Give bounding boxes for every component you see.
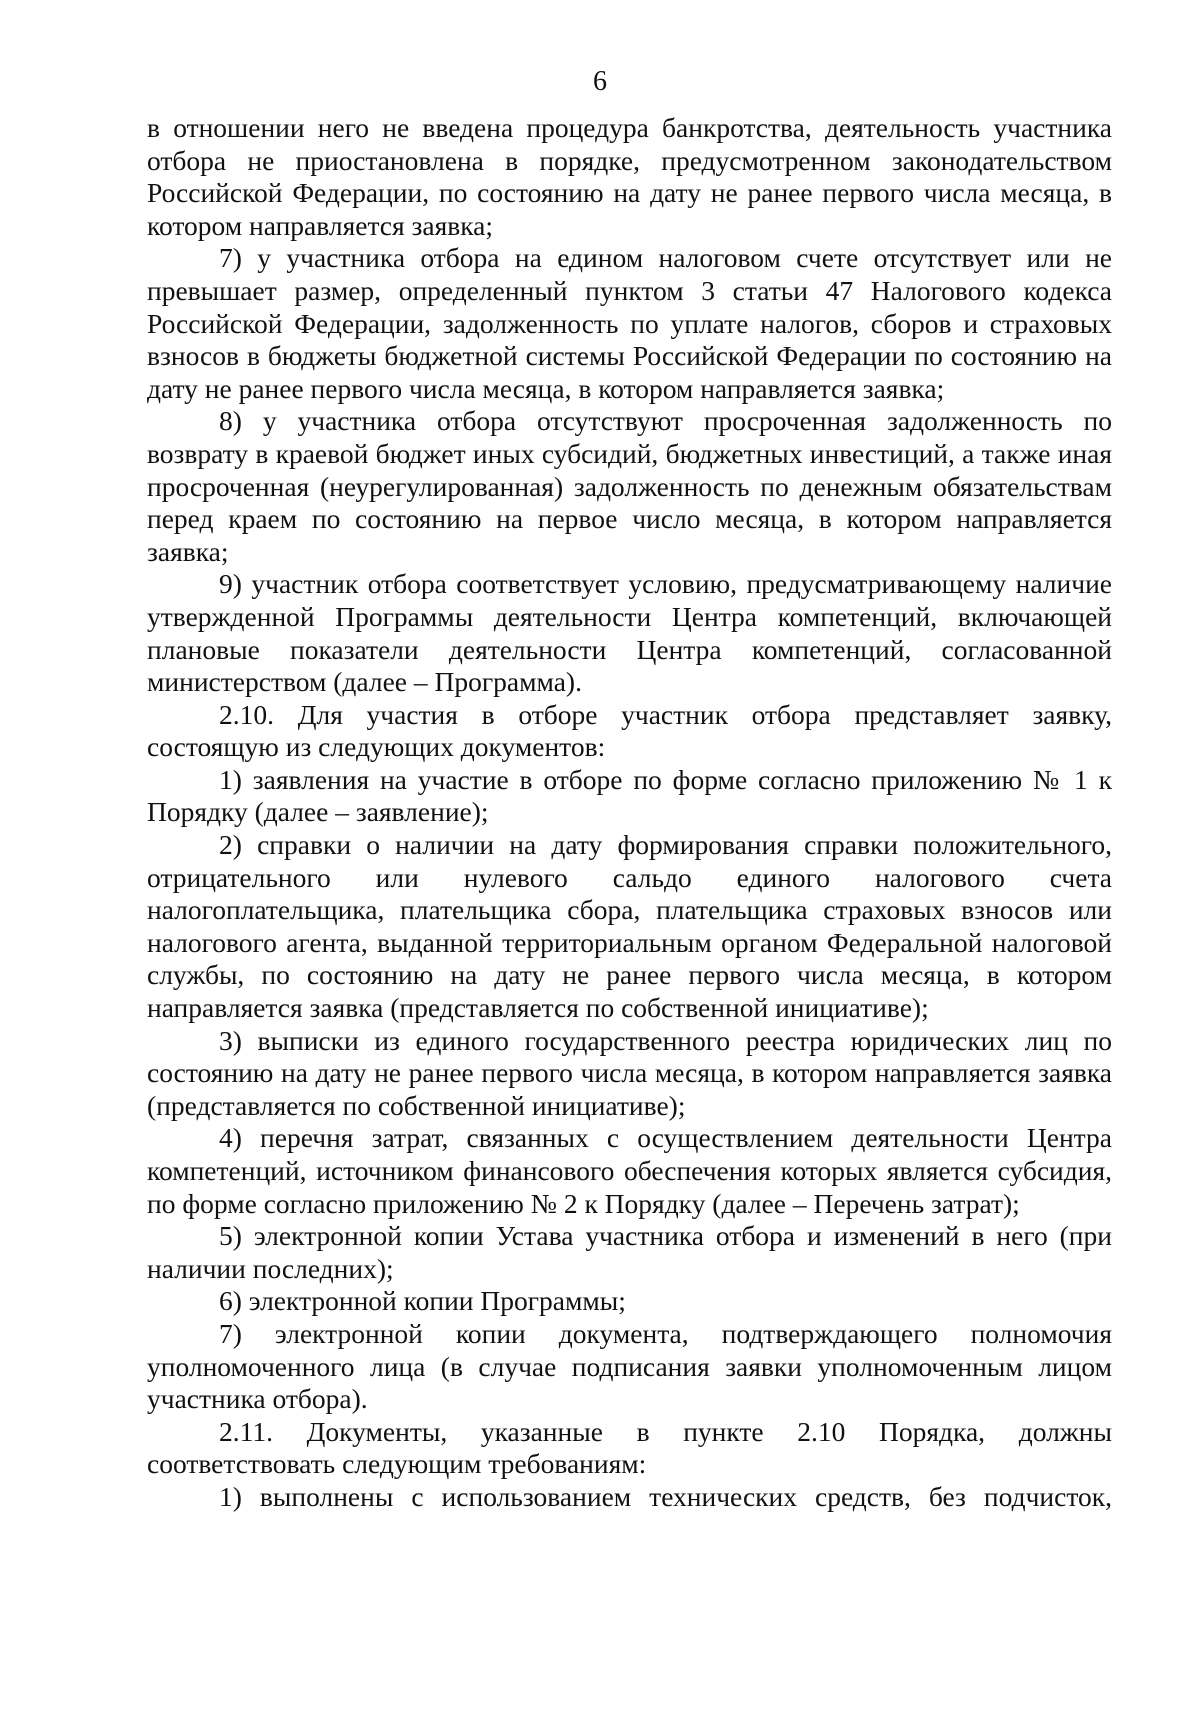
paragraph-2-10-item-1: 1) заявления на участие в отборе по форме согласно приложению № 1 к Порядку (далее – заявление); — [147, 763, 1112, 828]
paragraph-6-continuation: в отношении него не введена процедура банкротства, деятельность участника отбора не приостановлена в порядке, предусмотренном законодательством Российской Федерации, по состоянию на дату не ранее первого числа месяца, в котором направляется заявка; — [147, 112, 1112, 241]
paragraph-2-10-item-6: 6) электронной копии Программы; — [219, 1285, 626, 1317]
paragraph-2-11-item-1: 1) выполнены с использованием технических средств, без подчисток, — [219, 1480, 1112, 1512]
page-number: 6 — [593, 66, 607, 97]
paragraph-item-8: 8) у участника отбора отсутствуют просроченная задолженность по возврату в краевой бюджет иных субсидий, бюджетных инвестиций, а также иная просроченная (неурегулированная) задолженность по денежным обязательствам перед краем по состоянию на первое число месяца, в котором направляется заявка; — [147, 405, 1112, 567]
paragraph-item-9: 9) участник отбора соответствует условию, предусматривающему наличие утвержденной Программы деятельности Центра компетенций, включающей плановые показатели деятельности Центра компетенций, согласованной министерством (далее – Программа). — [147, 568, 1112, 698]
paragraph-2-10-item-2: 2) справки о наличии на дату формирования справки положительного, отрицательного или нулевого сальдо единого налогового счета налогоплательщика, плательщика сбора, плательщика страховых взносов или налогового агента, выданной территориальным органом Федеральной налоговой службы, по состоянию на дату не ранее первого числа месяца, в котором направляется заявка (представляется по собственной инициативе); — [147, 829, 1112, 1024]
paragraph-2-10-item-4: 4) перечня затрат, связанных с осуществлением деятельности Центра компетенций, источником финансового обеспечения которых является субсидия, по форме согласно приложению № 2 к Порядку (далее – Перечень затрат); — [147, 1122, 1112, 1219]
paragraph-item-7: 7) у участника отбора на едином налоговом счете отсутствует или не превышает размер, определенный пунктом 3 статьи 47 Налогового кодекса Российской Федерации, задолженность по уплате налогов, сборов и страховых взносов в бюджеты бюджетной системы Российской Федерации по состоянию на дату не ранее первого числа месяца, в котором направляется заявка; — [147, 242, 1112, 404]
paragraph-2-10-item-7: 7) электронной копии документа, подтверждающего полномочия уполномоченного лица (в случае подписания заявки уполномоченным лицом участника отбора). — [147, 1317, 1112, 1415]
paragraph-2-11: 2.11. Документы, указанные в пункте 2.10 Порядка, должны соответствовать следующим требованиям: — [147, 1415, 1112, 1480]
document-body — [147, 112, 1112, 1514]
paragraph-2-10-item-3: 3) выписки из единого государственного реестра юридических лиц по состоянию на дату не ранее первого числа месяца, в котором направляется заявка (представляется по собственной инициативе); — [147, 1024, 1112, 1121]
paragraph-2-10-item-5: 5) электронной копии Устава участника отбора и изменений в него (при наличии последних); — [147, 1220, 1112, 1284]
paragraph-2-10: 2.10. Для участия в отборе участник отбора представляет заявку, состоящую из следующих документов: — [147, 698, 1112, 763]
